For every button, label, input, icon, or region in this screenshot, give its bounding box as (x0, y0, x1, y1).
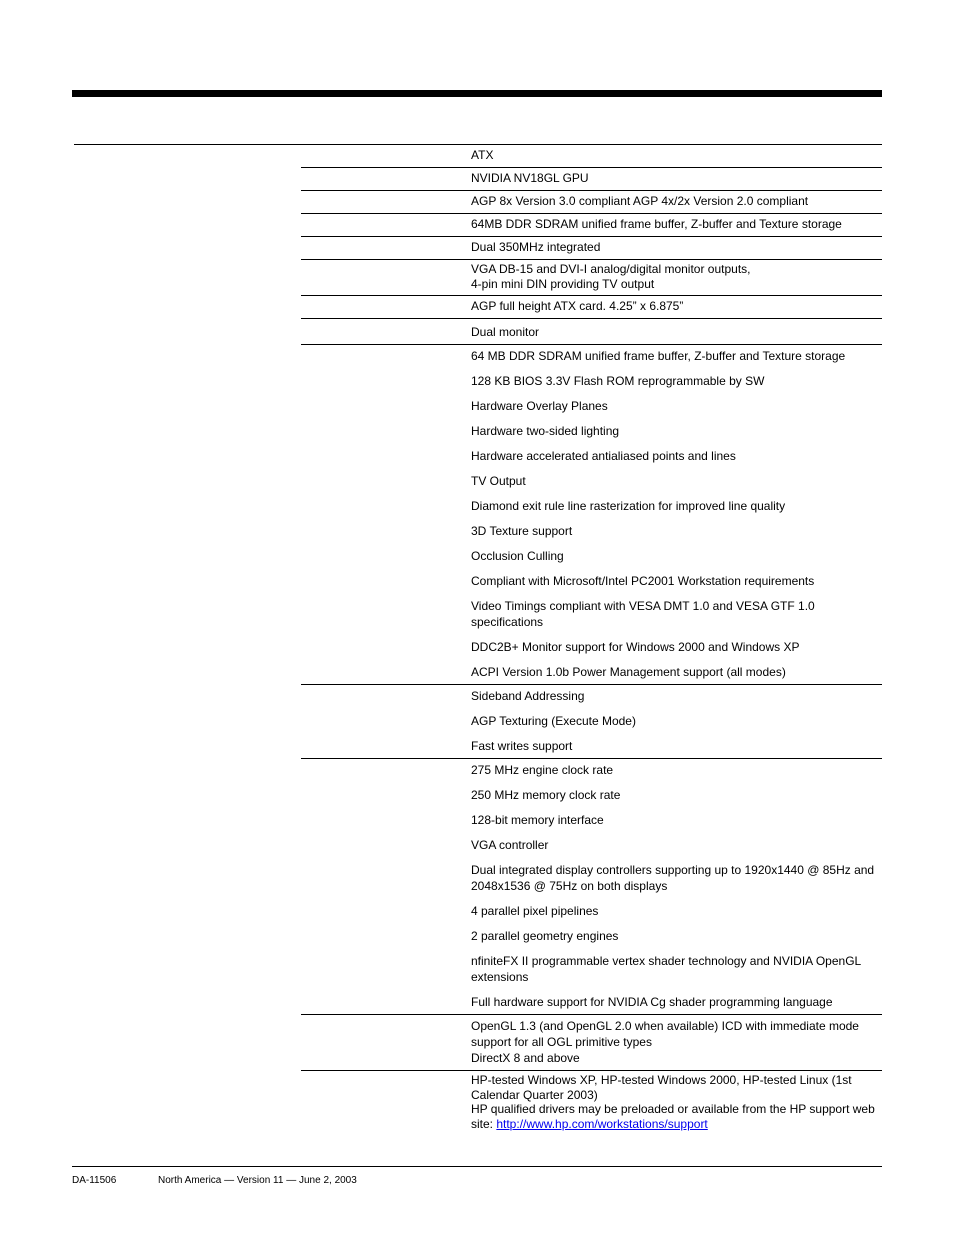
spec-value: HP-tested Windows XP, HP-tested Windows 2000, HP-tested Linux (1st Calendar Quarter 2003) (471, 1073, 852, 1102)
spec-value-text: HP qualified drivers may be preloaded or available from the HP support web site: (471, 1102, 875, 1131)
spec-value: Hardware Overlay Planes (471, 399, 608, 413)
left-column-rule (74, 144, 301, 145)
spec-row-features (301, 344, 882, 684)
spec-value: Sideband Addressing (471, 689, 585, 703)
spec-value: 64 MB DDR SDRAM unified frame buffer, Z-buffer and Texture storage (471, 349, 846, 363)
support-link[interactable]: http://www.hp.com/workstations/support (496, 1116, 708, 1131)
spec-value: Dual integrated display controllers supporting up to 1920x1440 @ 85Hz and 2048x1536 @ 75Hz on both displays (471, 863, 875, 893)
spec-row-dac (301, 236, 882, 259)
spec-value: NVIDIA NV18GL GPU (471, 171, 589, 185)
spec-value: Hardware two-sided lighting (471, 424, 620, 438)
spec-row-card-size (301, 295, 882, 318)
spec-row-monitor (301, 318, 882, 344)
spec-value: 250 MHz memory clock rate (471, 788, 621, 802)
spec-value: Compliant with Microsoft/Intel PC2001 Workstation requirements (471, 574, 815, 588)
spec-value: 275 MHz engine clock rate (471, 763, 614, 777)
spec-row-api-support (301, 1014, 882, 1070)
spec-value: 128-bit memory interface (471, 813, 604, 827)
spec-value: 4-pin mini DIN providing TV output (471, 276, 655, 291)
spec-value: ATX (471, 148, 494, 162)
spec-value: AGP Texturing (Execute Mode) (471, 714, 636, 728)
spec-value: Fast writes support (471, 739, 573, 753)
spec-value: DDC2B+ Monitor support for Windows 2000 and Windows XP (471, 640, 800, 654)
spec-row-bus (301, 190, 882, 213)
spec-value: AGP 8x Version 3.0 compliant AGP 4x/2x Version 2.0 compliant (471, 194, 809, 208)
spec-value (471, 1102, 882, 1131)
footer-rule (72, 1166, 882, 1167)
spec-value: 128 KB BIOS 3.3V Flash ROM reprogrammable by SW (471, 374, 765, 388)
spec-value: 64MB DDR SDRAM unified frame buffer, Z-buffer and Texture storage (471, 217, 842, 231)
header-rule (72, 90, 882, 97)
spec-value: DirectX 8 and above (471, 1051, 580, 1065)
spec-row-connectors (301, 259, 882, 295)
spec-value: Hardware accelerated antialiased points and lines (471, 449, 736, 463)
spec-value: TV Output (471, 474, 526, 488)
spec-value: 4 parallel pixel pipelines (471, 904, 599, 918)
spec-value: VGA controller (471, 838, 549, 852)
spec-value: OpenGL 1.3 (and OpenGL 2.0 when available) ICD with immediate mode support for all OGL primitive types (471, 1019, 859, 1049)
spec-value: ACPI Version 1.0b Power Management support (all modes) (471, 665, 786, 679)
spec-value: VGA DB-15 and DVI-I analog/digital monitor outputs, (471, 262, 751, 276)
spec-table (301, 144, 882, 1135)
spec-row-gpu (301, 167, 882, 190)
spec-row-form-factor (301, 144, 882, 167)
footer-doc-id: DA-11506 (72, 1175, 117, 1186)
spec-value: Dual monitor (471, 325, 540, 339)
spec-value: Occlusion Culling (471, 549, 564, 563)
spec-row-os-support (301, 1070, 882, 1135)
spec-value: nfiniteFX II programmable vertex shader technology and NVIDIA OpenGL extensions (471, 954, 861, 984)
spec-row-performance (301, 758, 882, 1014)
spec-value: Video Timings compliant with VESA DMT 1.0 and VESA GTF 1.0 specifications (471, 599, 815, 629)
spec-value: Dual 350MHz integrated (471, 240, 601, 254)
spec-value: Diamond exit rule line rasterization for improved line quality (471, 499, 786, 513)
spec-row-agp-features (301, 684, 882, 758)
spec-value: AGP full height ATX card. 4.25” x 6.875” (471, 299, 684, 313)
spec-row-memory (301, 213, 882, 236)
spec-value: Full hardware support for NVIDIA Cg shader programming language (471, 995, 833, 1009)
spec-value: 2 parallel geometry engines (471, 929, 619, 943)
spec-value: 3D Texture support (471, 524, 573, 538)
footer-version: North America — Version 11 — June 2, 2003 (158, 1175, 357, 1186)
